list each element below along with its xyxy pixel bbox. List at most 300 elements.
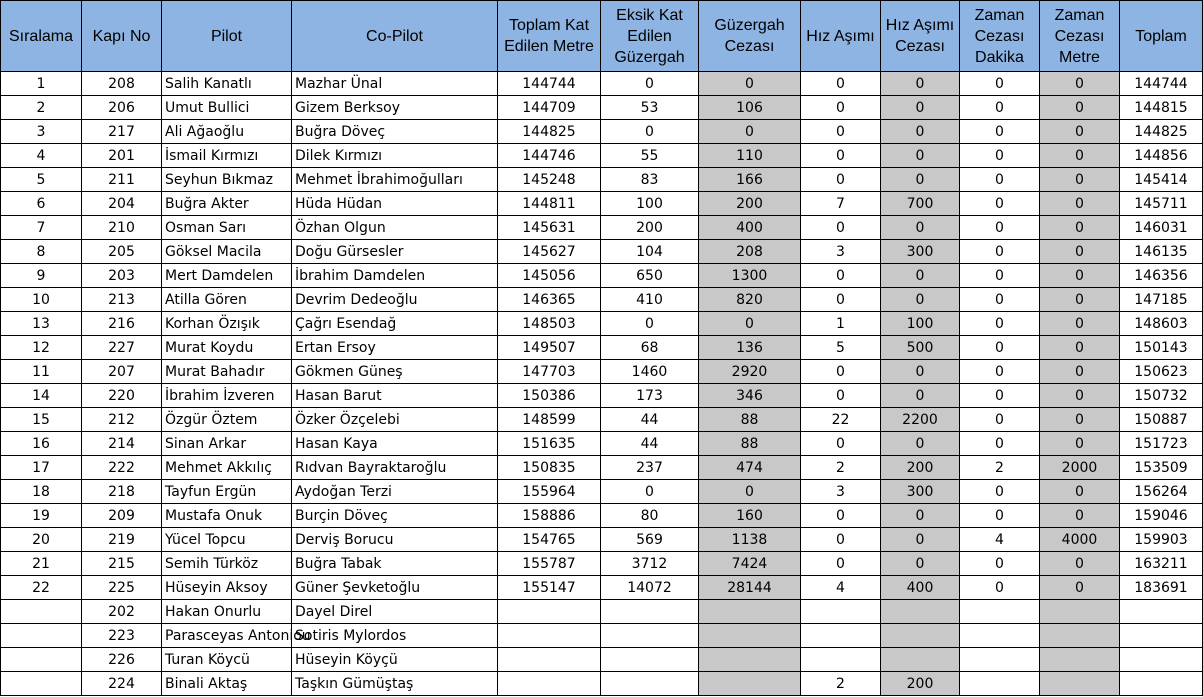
rank-cell: 14 <box>1 384 82 408</box>
total-distance-cell: 145056 <box>498 264 601 288</box>
missed-route-cell: 80 <box>601 504 699 528</box>
speeding-penalty-cell <box>881 648 960 672</box>
missed-route-cell: 237 <box>601 456 699 480</box>
total-cell: 146031 <box>1120 216 1203 240</box>
total-distance-cell: 154765 <box>498 528 601 552</box>
time-penalty-meters-cell: 0 <box>1040 120 1120 144</box>
rank-cell: 6 <box>1 192 82 216</box>
speeding-cell: 0 <box>801 72 881 96</box>
total-distance-cell: 144811 <box>498 192 601 216</box>
speeding-cell: 0 <box>801 432 881 456</box>
missed-route-cell: 44 <box>601 408 699 432</box>
total-distance-cell: 144825 <box>498 120 601 144</box>
speeding-cell: 0 <box>801 168 881 192</box>
pilot-cell: Atilla Gören <box>162 288 292 312</box>
speeding-penalty-cell: 0 <box>881 168 960 192</box>
header-rank: Sıralama <box>1 1 82 72</box>
door-no-cell: 225 <box>82 576 162 600</box>
pilot-cell: İsmail Kırmızı <box>162 144 292 168</box>
total-cell: 148603 <box>1120 312 1203 336</box>
co-pilot-cell: Buğra Tabak <box>292 552 498 576</box>
speeding-cell: 3 <box>801 480 881 504</box>
speeding-cell: 0 <box>801 120 881 144</box>
pilot-cell: Mustafa Onuk <box>162 504 292 528</box>
route-penalty-cell: 0 <box>699 480 801 504</box>
total-cell: 150143 <box>1120 336 1203 360</box>
route-penalty-cell: 346 <box>699 384 801 408</box>
door-no-cell: 216 <box>82 312 162 336</box>
header-row <box>1 1 1203 72</box>
total-cell: 150623 <box>1120 360 1203 384</box>
missed-route-cell: 0 <box>601 120 699 144</box>
pilot-cell: Tayfun Ergün <box>162 480 292 504</box>
header-total-distance: Toplam Kat Edilen Metre <box>498 1 601 72</box>
total-distance-cell: 155964 <box>498 480 601 504</box>
route-penalty-cell: 2920 <box>699 360 801 384</box>
table-row <box>1 552 1203 576</box>
co-pilot-cell: Özker Özçelebi <box>292 408 498 432</box>
time-penalty-meters-cell: 0 <box>1040 408 1120 432</box>
time-penalty-minutes-cell: 0 <box>960 480 1040 504</box>
pilot-cell: Salih Kanatlı <box>162 72 292 96</box>
total-distance-cell: 146365 <box>498 288 601 312</box>
pilot-cell: Osman Sarı <box>162 216 292 240</box>
missed-route-cell: 44 <box>601 432 699 456</box>
pilot-cell: Sinan Arkar <box>162 432 292 456</box>
pilot-cell: Ali Ağaoğlu <box>162 120 292 144</box>
co-pilot-cell: Mazhar Ünal <box>292 72 498 96</box>
time-penalty-meters-cell: 0 <box>1040 72 1120 96</box>
co-pilot-cell: Güner Şevketoğlu <box>292 576 498 600</box>
table-row <box>1 144 1203 168</box>
table-row <box>1 504 1203 528</box>
total-cell <box>1120 648 1203 672</box>
speeding-penalty-cell <box>881 600 960 624</box>
door-no-cell: 226 <box>82 648 162 672</box>
time-penalty-minutes-cell: 0 <box>960 216 1040 240</box>
total-distance-cell: 150835 <box>498 456 601 480</box>
co-pilot-cell: Özhan Olgun <box>292 216 498 240</box>
speeding-cell: 3 <box>801 240 881 264</box>
speeding-cell: 1 <box>801 312 881 336</box>
time-penalty-minutes-cell: 0 <box>960 288 1040 312</box>
door-no-cell: 220 <box>82 384 162 408</box>
total-cell: 145711 <box>1120 192 1203 216</box>
pilot-cell: Korhan Özışık <box>162 312 292 336</box>
time-penalty-meters-cell: 0 <box>1040 240 1120 264</box>
missed-route-cell: 0 <box>601 480 699 504</box>
speeding-penalty-cell: 0 <box>881 96 960 120</box>
rank-cell: 11 <box>1 360 82 384</box>
time-penalty-meters-cell: 0 <box>1040 192 1120 216</box>
door-no-cell: 218 <box>82 480 162 504</box>
co-pilot-cell: Rıdvan Bayraktaroğlu <box>292 456 498 480</box>
rank-cell <box>1 672 82 696</box>
speeding-penalty-cell: 0 <box>881 528 960 552</box>
total-distance-cell: 155787 <box>498 552 601 576</box>
time-penalty-meters-cell: 0 <box>1040 576 1120 600</box>
route-penalty-cell: 106 <box>699 96 801 120</box>
rank-cell: 12 <box>1 336 82 360</box>
total-cell <box>1120 672 1203 696</box>
total-distance-cell: 145248 <box>498 168 601 192</box>
speeding-cell: 0 <box>801 216 881 240</box>
time-penalty-meters-cell: 0 <box>1040 264 1120 288</box>
rank-cell: 1 <box>1 72 82 96</box>
co-pilot-cell: Hasan Kaya <box>292 432 498 456</box>
missed-route-cell: 569 <box>601 528 699 552</box>
route-penalty-cell: 110 <box>699 144 801 168</box>
header-speeding-penalty: Hız Aşımı Cezası <box>881 1 960 72</box>
co-pilot-cell: Ertan Ersoy <box>292 336 498 360</box>
missed-route-cell: 53 <box>601 96 699 120</box>
time-penalty-minutes-cell: 0 <box>960 192 1040 216</box>
total-cell: 146135 <box>1120 240 1203 264</box>
missed-route-cell: 68 <box>601 336 699 360</box>
door-no-cell: 207 <box>82 360 162 384</box>
header-door-no: Kapı No <box>82 1 162 72</box>
table-row <box>1 432 1203 456</box>
time-penalty-minutes-cell: 0 <box>960 576 1040 600</box>
time-penalty-meters-cell: 2000 <box>1040 456 1120 480</box>
speeding-cell: 0 <box>801 552 881 576</box>
speeding-penalty-cell: 0 <box>881 264 960 288</box>
door-no-cell: 222 <box>82 456 162 480</box>
speeding-cell <box>801 624 881 648</box>
time-penalty-minutes-cell <box>960 672 1040 696</box>
time-penalty-meters-cell: 4000 <box>1040 528 1120 552</box>
missed-route-cell: 83 <box>601 168 699 192</box>
route-penalty-cell: 208 <box>699 240 801 264</box>
pilot-cell: Hakan Onurlu <box>162 600 292 624</box>
rank-cell: 9 <box>1 264 82 288</box>
route-penalty-cell: 7424 <box>699 552 801 576</box>
time-penalty-minutes-cell: 0 <box>960 504 1040 528</box>
table-row <box>1 528 1203 552</box>
total-distance-cell: 149507 <box>498 336 601 360</box>
door-no-cell: 224 <box>82 672 162 696</box>
table-row <box>1 264 1203 288</box>
rank-cell: 2 <box>1 96 82 120</box>
missed-route-cell: 0 <box>601 72 699 96</box>
total-distance-cell: 151635 <box>498 432 601 456</box>
pilot-cell: Yücel Topcu <box>162 528 292 552</box>
co-pilot-cell: Mehmet İbrahimoğulları <box>292 168 498 192</box>
door-no-cell: 217 <box>82 120 162 144</box>
pilot-cell: Parasceyas Antoniou <box>162 624 292 648</box>
pilot-cell: Mehmet Akkılıç <box>162 456 292 480</box>
missed-route-cell <box>601 648 699 672</box>
pilot-cell: Binali Aktaş <box>162 672 292 696</box>
speeding-cell: 22 <box>801 408 881 432</box>
missed-route-cell: 3712 <box>601 552 699 576</box>
total-distance-cell: 148503 <box>498 312 601 336</box>
table-row <box>1 168 1203 192</box>
pilot-cell: Hüseyin Aksoy <box>162 576 292 600</box>
speeding-penalty-cell: 0 <box>881 384 960 408</box>
door-no-cell: 223 <box>82 624 162 648</box>
time-penalty-meters-cell: 0 <box>1040 288 1120 312</box>
speeding-penalty-cell: 0 <box>881 144 960 168</box>
pilot-cell: İbrahim İzveren <box>162 384 292 408</box>
time-penalty-minutes-cell: 0 <box>960 432 1040 456</box>
route-penalty-cell <box>699 624 801 648</box>
table-row <box>1 72 1203 96</box>
route-penalty-cell: 0 <box>699 120 801 144</box>
speeding-penalty-cell: 0 <box>881 504 960 528</box>
rank-cell: 8 <box>1 240 82 264</box>
rank-cell: 19 <box>1 504 82 528</box>
missed-route-cell: 104 <box>601 240 699 264</box>
route-penalty-cell: 474 <box>699 456 801 480</box>
time-penalty-minutes-cell: 0 <box>960 72 1040 96</box>
header-pilot: Pilot <box>162 1 292 72</box>
time-penalty-minutes-cell: 0 <box>960 384 1040 408</box>
door-no-cell: 203 <box>82 264 162 288</box>
route-penalty-cell: 1138 <box>699 528 801 552</box>
speeding-cell: 0 <box>801 528 881 552</box>
missed-route-cell <box>601 600 699 624</box>
door-no-cell: 213 <box>82 288 162 312</box>
rank-cell <box>1 648 82 672</box>
time-penalty-minutes-cell: 0 <box>960 144 1040 168</box>
route-penalty-cell <box>699 672 801 696</box>
speeding-cell: 4 <box>801 576 881 600</box>
route-penalty-cell: 200 <box>699 192 801 216</box>
rank-cell: 3 <box>1 120 82 144</box>
total-distance-cell: 145631 <box>498 216 601 240</box>
door-no-cell: 212 <box>82 408 162 432</box>
total-cell: 156264 <box>1120 480 1203 504</box>
header-time-penalty-minutes: Zaman Cezası Dakika <box>960 1 1040 72</box>
speeding-penalty-cell: 500 <box>881 336 960 360</box>
door-no-cell: 214 <box>82 432 162 456</box>
route-penalty-cell: 136 <box>699 336 801 360</box>
speeding-penalty-cell: 700 <box>881 192 960 216</box>
route-penalty-cell: 88 <box>699 408 801 432</box>
time-penalty-meters-cell: 0 <box>1040 480 1120 504</box>
speeding-cell: 0 <box>801 288 881 312</box>
time-penalty-meters-cell: 0 <box>1040 168 1120 192</box>
speeding-penalty-cell: 100 <box>881 312 960 336</box>
rank-cell: 18 <box>1 480 82 504</box>
co-pilot-cell: Devrim Dedeoğlu <box>292 288 498 312</box>
rank-cell: 13 <box>1 312 82 336</box>
time-penalty-minutes-cell: 0 <box>960 96 1040 120</box>
table-row <box>1 480 1203 504</box>
total-distance-cell <box>498 672 601 696</box>
missed-route-cell: 0 <box>601 312 699 336</box>
total-distance-cell: 144709 <box>498 96 601 120</box>
time-penalty-minutes-cell: 4 <box>960 528 1040 552</box>
header-time-penalty-meters: Zaman Cezası Metre <box>1040 1 1120 72</box>
speeding-penalty-cell: 200 <box>881 456 960 480</box>
door-no-cell: 208 <box>82 72 162 96</box>
time-penalty-minutes-cell: 0 <box>960 240 1040 264</box>
total-distance-cell: 158886 <box>498 504 601 528</box>
table-row <box>1 96 1203 120</box>
co-pilot-cell: Gizem Berksoy <box>292 96 498 120</box>
total-cell: 147185 <box>1120 288 1203 312</box>
speeding-penalty-cell: 400 <box>881 576 960 600</box>
speeding-penalty-cell: 0 <box>881 72 960 96</box>
table-row <box>1 456 1203 480</box>
door-no-cell: 219 <box>82 528 162 552</box>
total-cell: 150887 <box>1120 408 1203 432</box>
time-penalty-meters-cell: 0 <box>1040 504 1120 528</box>
speeding-cell: 0 <box>801 144 881 168</box>
total-cell: 151723 <box>1120 432 1203 456</box>
table-row <box>1 312 1203 336</box>
table-row <box>1 360 1203 384</box>
rank-cell <box>1 600 82 624</box>
door-no-cell: 201 <box>82 144 162 168</box>
co-pilot-cell: Taşkın Gümüştaş <box>292 672 498 696</box>
time-penalty-meters-cell: 0 <box>1040 216 1120 240</box>
speeding-penalty-cell: 0 <box>881 552 960 576</box>
time-penalty-meters-cell <box>1040 672 1120 696</box>
total-cell: 144825 <box>1120 120 1203 144</box>
route-penalty-cell: 820 <box>699 288 801 312</box>
door-no-cell: 210 <box>82 216 162 240</box>
rank-cell: 21 <box>1 552 82 576</box>
missed-route-cell: 173 <box>601 384 699 408</box>
rank-cell: 7 <box>1 216 82 240</box>
rank-cell: 5 <box>1 168 82 192</box>
co-pilot-cell: Hasan Barut <box>292 384 498 408</box>
total-cell <box>1120 600 1203 624</box>
rank-cell: 4 <box>1 144 82 168</box>
total-cell: 159903 <box>1120 528 1203 552</box>
co-pilot-cell: Hüda Hüdan <box>292 192 498 216</box>
speeding-cell: 0 <box>801 264 881 288</box>
time-penalty-meters-cell <box>1040 600 1120 624</box>
total-cell: 163211 <box>1120 552 1203 576</box>
missed-route-cell <box>601 672 699 696</box>
pilot-cell: Özgür Öztem <box>162 408 292 432</box>
co-pilot-cell: Dilek Kırmızı <box>292 144 498 168</box>
time-penalty-minutes-cell: 0 <box>960 120 1040 144</box>
time-penalty-minutes-cell <box>960 648 1040 672</box>
time-penalty-meters-cell: 0 <box>1040 312 1120 336</box>
time-penalty-minutes-cell <box>960 600 1040 624</box>
total-cell: 153509 <box>1120 456 1203 480</box>
time-penalty-minutes-cell: 0 <box>960 264 1040 288</box>
door-no-cell: 205 <box>82 240 162 264</box>
time-penalty-minutes-cell: 0 <box>960 168 1040 192</box>
total-distance-cell: 144746 <box>498 144 601 168</box>
pilot-cell: Murat Bahadır <box>162 360 292 384</box>
total-cell <box>1120 624 1203 648</box>
table-row <box>1 192 1203 216</box>
route-penalty-cell: 88 <box>699 432 801 456</box>
table-row <box>1 240 1203 264</box>
time-penalty-meters-cell <box>1040 624 1120 648</box>
speeding-penalty-cell: 0 <box>881 120 960 144</box>
speeding-penalty-cell: 0 <box>881 432 960 456</box>
time-penalty-minutes-cell: 0 <box>960 312 1040 336</box>
co-pilot-cell: Sotiris Mylordos <box>292 624 498 648</box>
co-pilot-cell: Çağrı Esendağ <box>292 312 498 336</box>
missed-route-cell: 410 <box>601 288 699 312</box>
speeding-cell: 2 <box>801 456 881 480</box>
door-no-cell: 227 <box>82 336 162 360</box>
co-pilot-cell: İbrahim Damdelen <box>292 264 498 288</box>
rank-cell: 10 <box>1 288 82 312</box>
speeding-cell <box>801 648 881 672</box>
header-total: Toplam <box>1120 1 1203 72</box>
route-penalty-cell: 160 <box>699 504 801 528</box>
header-route-penalty: Güzergah Cezası <box>699 1 801 72</box>
total-cell: 146356 <box>1120 264 1203 288</box>
total-cell: 144744 <box>1120 72 1203 96</box>
speeding-cell <box>801 600 881 624</box>
speeding-cell: 0 <box>801 384 881 408</box>
table-row <box>1 672 1203 696</box>
total-cell: 144815 <box>1120 96 1203 120</box>
time-penalty-meters-cell: 0 <box>1040 360 1120 384</box>
door-no-cell: 202 <box>82 600 162 624</box>
co-pilot-cell: Gökmen Güneş <box>292 360 498 384</box>
rank-cell: 17 <box>1 456 82 480</box>
total-distance-cell: 148599 <box>498 408 601 432</box>
table-row <box>1 408 1203 432</box>
table-row <box>1 600 1203 624</box>
speeding-penalty-cell: 0 <box>881 288 960 312</box>
total-cell: 145414 <box>1120 168 1203 192</box>
table-row <box>1 288 1203 312</box>
door-no-cell: 206 <box>82 96 162 120</box>
pilot-cell: Mert Damdelen <box>162 264 292 288</box>
speeding-cell: 0 <box>801 96 881 120</box>
total-distance-cell <box>498 600 601 624</box>
total-distance-cell: 144744 <box>498 72 601 96</box>
pilot-cell: Göksel Macila <box>162 240 292 264</box>
route-penalty-cell <box>699 600 801 624</box>
speeding-cell: 0 <box>801 360 881 384</box>
missed-route-cell: 650 <box>601 264 699 288</box>
table-row <box>1 576 1203 600</box>
total-distance-cell: 150386 <box>498 384 601 408</box>
pilot-cell: Umut Bullici <box>162 96 292 120</box>
table-row <box>1 384 1203 408</box>
header-co-pilot: Co-Pilot <box>292 1 498 72</box>
time-penalty-meters-cell: 0 <box>1040 144 1120 168</box>
time-penalty-minutes-cell: 2 <box>960 456 1040 480</box>
missed-route-cell <box>601 624 699 648</box>
missed-route-cell: 55 <box>601 144 699 168</box>
route-penalty-cell <box>699 648 801 672</box>
speeding-penalty-cell: 300 <box>881 480 960 504</box>
missed-route-cell: 14072 <box>601 576 699 600</box>
rank-cell <box>1 624 82 648</box>
time-penalty-minutes-cell: 0 <box>960 552 1040 576</box>
time-penalty-meters-cell: 0 <box>1040 384 1120 408</box>
table-row <box>1 216 1203 240</box>
missed-route-cell: 100 <box>601 192 699 216</box>
door-no-cell: 211 <box>82 168 162 192</box>
speeding-cell: 2 <box>801 672 881 696</box>
co-pilot-cell: Burçin Döveç <box>292 504 498 528</box>
table-row <box>1 336 1203 360</box>
pilot-cell: Murat Koydu <box>162 336 292 360</box>
table-row <box>1 624 1203 648</box>
speeding-penalty-cell: 0 <box>881 360 960 384</box>
table-body <box>1 72 1203 696</box>
door-no-cell: 209 <box>82 504 162 528</box>
time-penalty-minutes-cell: 0 <box>960 336 1040 360</box>
table-row <box>1 648 1203 672</box>
